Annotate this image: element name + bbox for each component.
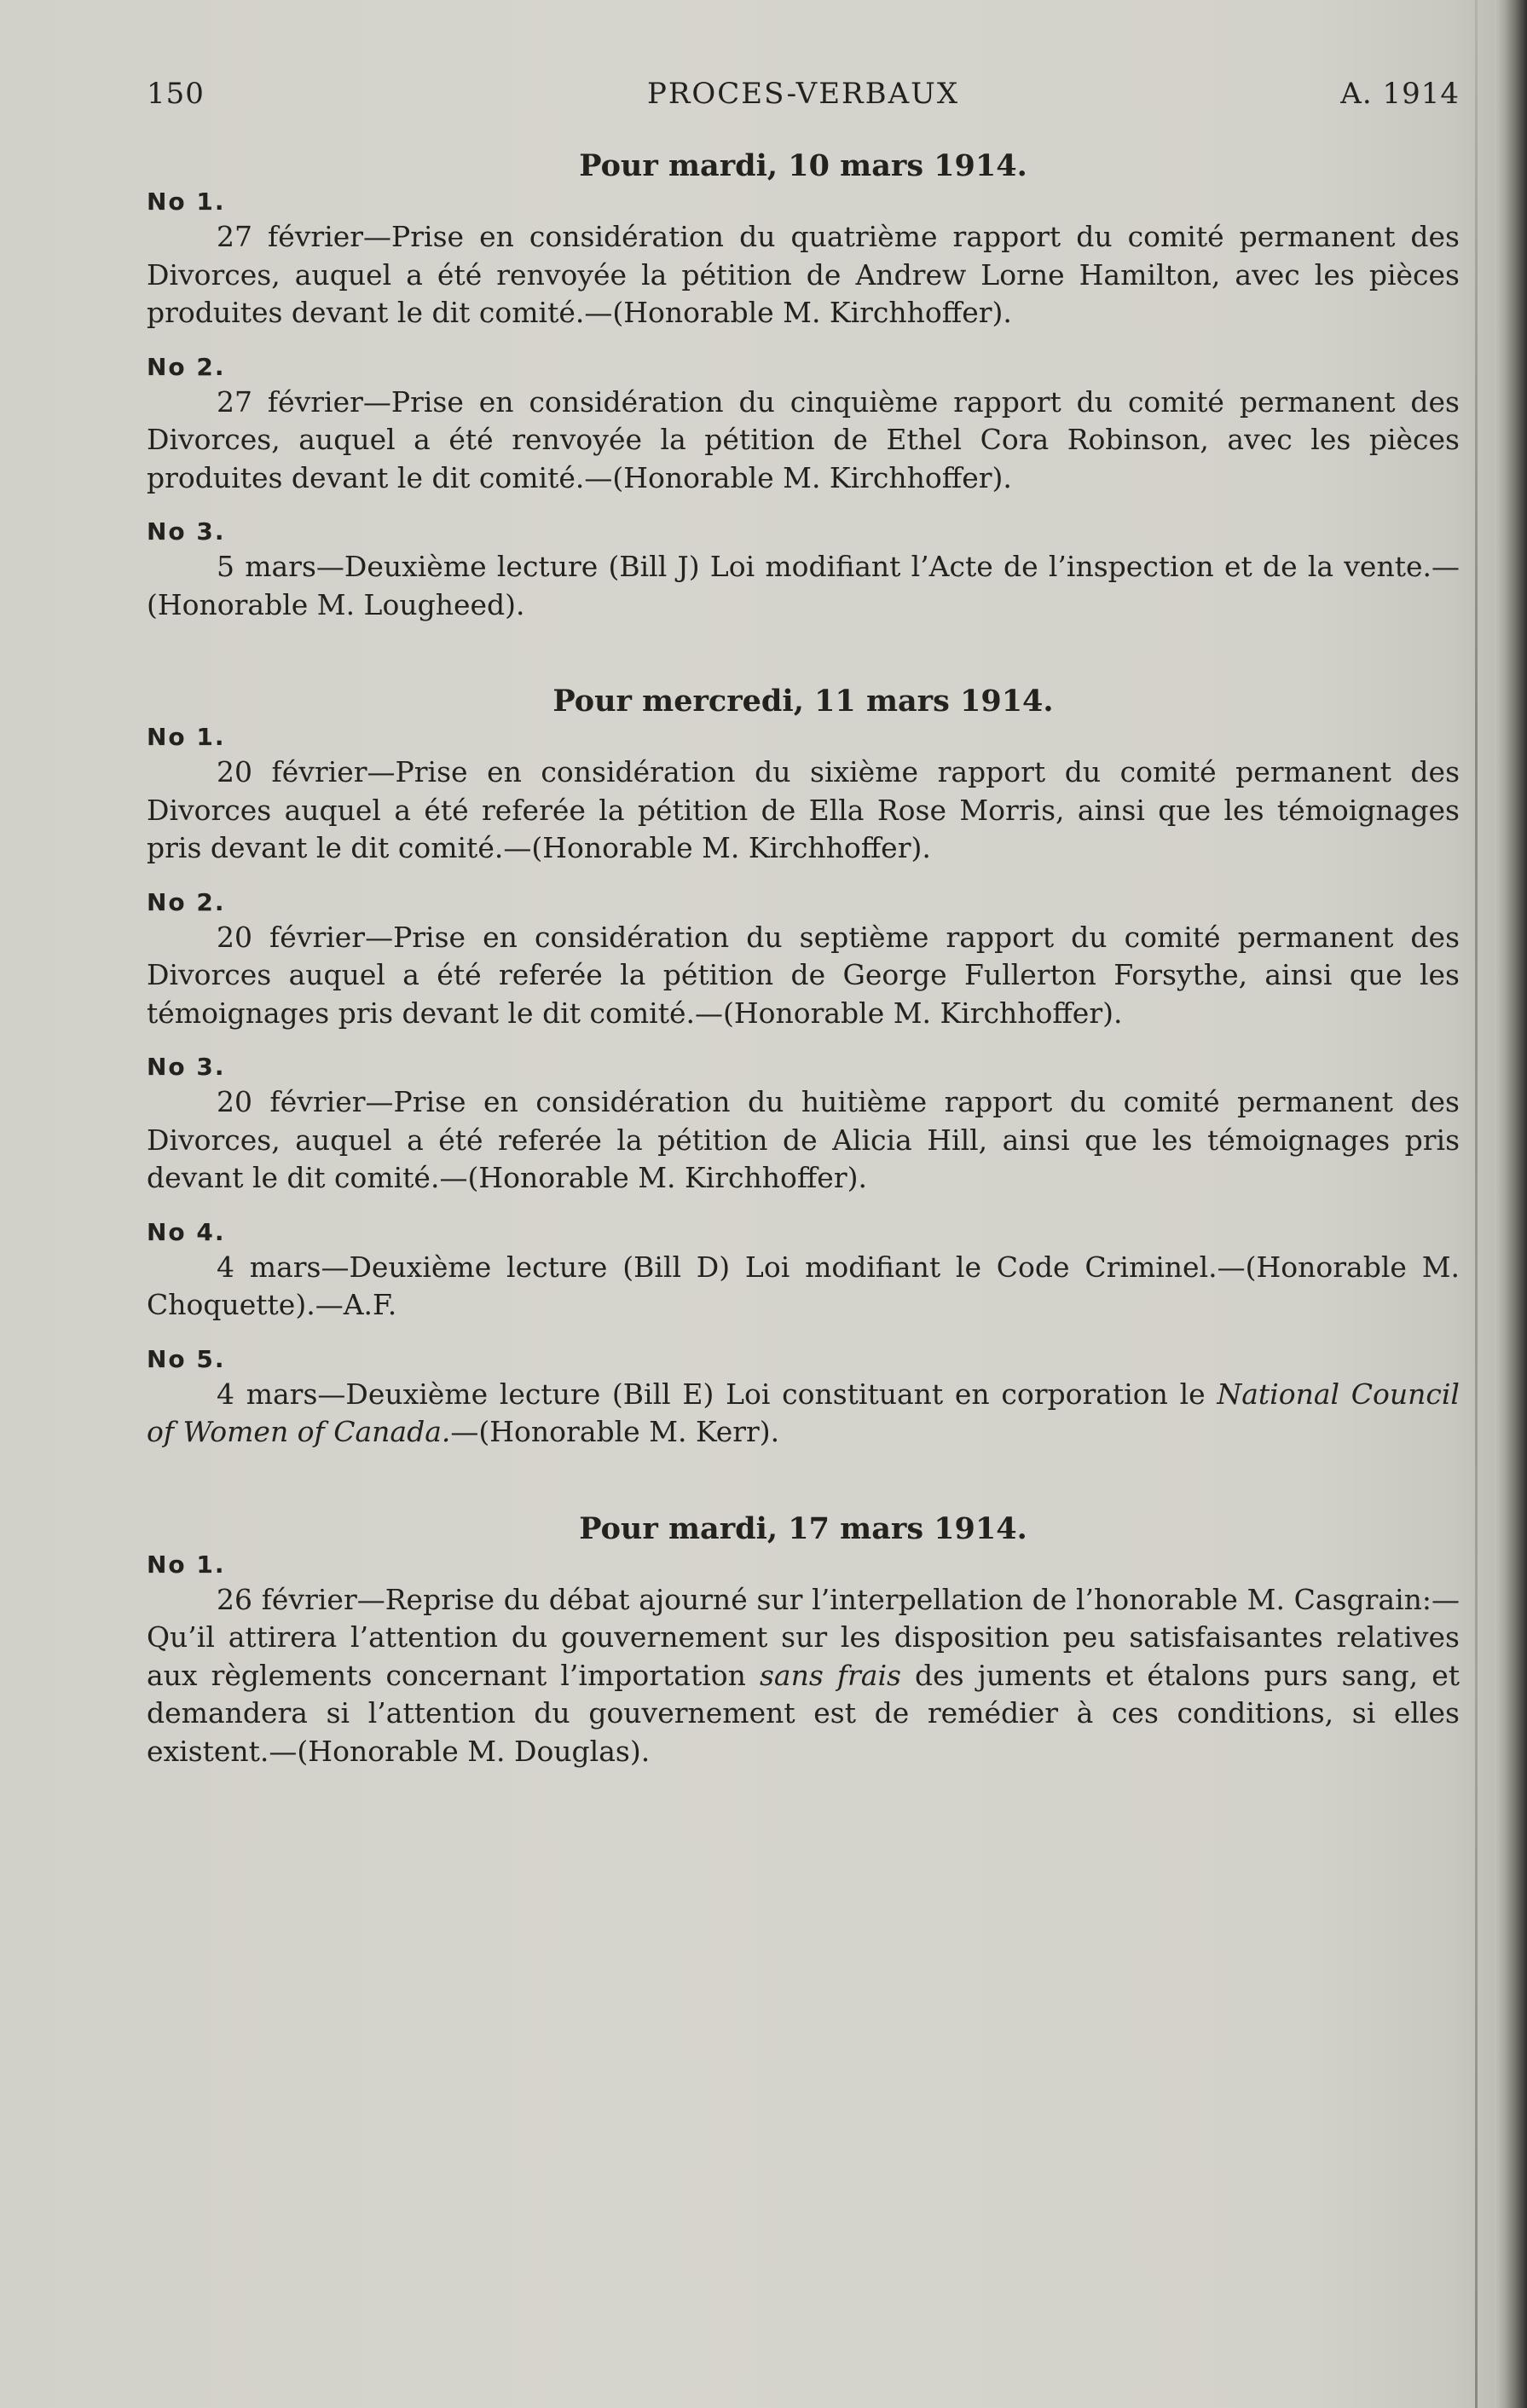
binding-edge: [1495, 0, 1527, 2408]
section-heading: Pour mardi, 17 mars 1914.: [579, 1510, 1027, 1546]
order-item: [147, 1343, 1460, 1452]
order-item: [147, 1051, 1460, 1198]
item-number: No 5.: [147, 1344, 226, 1373]
binding-shadow-line: [1475, 0, 1478, 2408]
section-mercredi-11-mars: [147, 682, 1460, 1452]
item-text-start: 26 février—Reprise du débat ajourné sur l’interpellation de l’honorable M. Casgrain:—Qu’il attirera l’attention du gouvernement sur les disposition peu satisfaisantes relatives aux règlements concernant l’importation: [147, 1582, 1460, 1692]
item-text: 27 février—Prise en considération du cinquième rapport du comité permanent des Divorces, auquel a été renvoyée la pétition de Ethel Cora Robinson, avec les pièces produites devant le dit comité.—(Honorable M. Kirchhoffer).: [147, 384, 1460, 494]
item-text: [147, 1581, 1460, 1771]
item-text: 20 février—Prise en considération du huitième rapport du comité permanent des Divorces, auquel a été referée la pétition de Alicia Hill, ainsi que les témoignages pris devant le dit comité.—(Honorable M. Kirchhoffer).: [147, 1085, 1460, 1194]
item-text: [147, 1376, 1460, 1452]
page-header-title: PROCES-VERBAUX: [646, 77, 960, 111]
order-item: [147, 721, 1460, 868]
item-number: No 3.: [147, 517, 226, 546]
item-text: 20 février—Prise en considération du septième rapport du comité permanent des Divorces auquel a été referée la pétition de George Fullerton Forsythe, ainsi que les témoignages pris devant le dit comité.—(Honorable M. Kirchhoffer).: [147, 920, 1460, 1030]
order-item: [147, 1549, 1460, 1771]
section-heading: Pour mercredi, 11 mars 1914.: [552, 684, 1054, 719]
item-number: No 3.: [147, 1053, 226, 1081]
running-head: [147, 77, 1460, 114]
order-item: [147, 1216, 1460, 1325]
item-number: No 4.: [147, 1217, 226, 1246]
item-number: No 2.: [147, 352, 226, 381]
item-text-italic: National Council of Women of Canada.: [147, 1377, 1460, 1448]
section-mardi-10-mars: [147, 147, 1460, 624]
page-number: 150: [147, 77, 205, 111]
item-text-end: —(Honorable M. Kerr).: [450, 1415, 780, 1448]
order-item: [147, 186, 1460, 332]
item-text: 5 mars—Deuxième lecture (Bill J) Loi modifiant l’Acte de l’inspection et de la vente.—(Honorable M. Lougheed).: [147, 550, 1460, 621]
section-mardi-17-mars: [147, 1510, 1460, 1771]
order-item: [147, 516, 1460, 624]
item-text-end: des juments et étalons purs sang, et demandera si l’attention du gouvernement est de remédier à ces conditions, si elles existent.—(Honorable M. Douglas).: [147, 1658, 1460, 1768]
page-content: [147, 147, 1460, 1770]
item-number: No 1.: [147, 723, 226, 751]
section-heading: Pour mardi, 10 mars 1914.: [579, 148, 1027, 183]
page-header-year: A. 1914: [1340, 77, 1460, 111]
item-text: 27 février—Prise en considération du quatrième rapport du comité permanent des Divorces, auquel a été renvoyée la pétition de Andrew Lorne Hamilton, avec les pièces produites devant le dit comité.—(Honorable M. Kirchhoffer).: [147, 220, 1460, 329]
item-number: No 1.: [147, 188, 226, 216]
item-number: No 2.: [147, 887, 226, 916]
item-text: 4 mars—Deuxième lecture (Bill D) Loi modifiant le Code Criminel.—(Honorable M. Choquette).—A.F.: [147, 1250, 1460, 1321]
item-number: No 1.: [147, 1550, 226, 1579]
item-text: 20 février—Prise en considération du sixième rapport du comité permanent des Divorces auquel a été referée la pétition de Ella Rose Morris, ainsi que les témoignages pris devant le dit comité.—(Honorable M. Kirchhoffer).: [147, 755, 1460, 864]
order-item: [147, 886, 1460, 1033]
item-text-start: 4 mars—Deuxième lecture (Bill E) Loi constituant en corporation le: [217, 1377, 1218, 1411]
order-item: [147, 351, 1460, 498]
item-text-italic: sans frais: [759, 1658, 901, 1692]
